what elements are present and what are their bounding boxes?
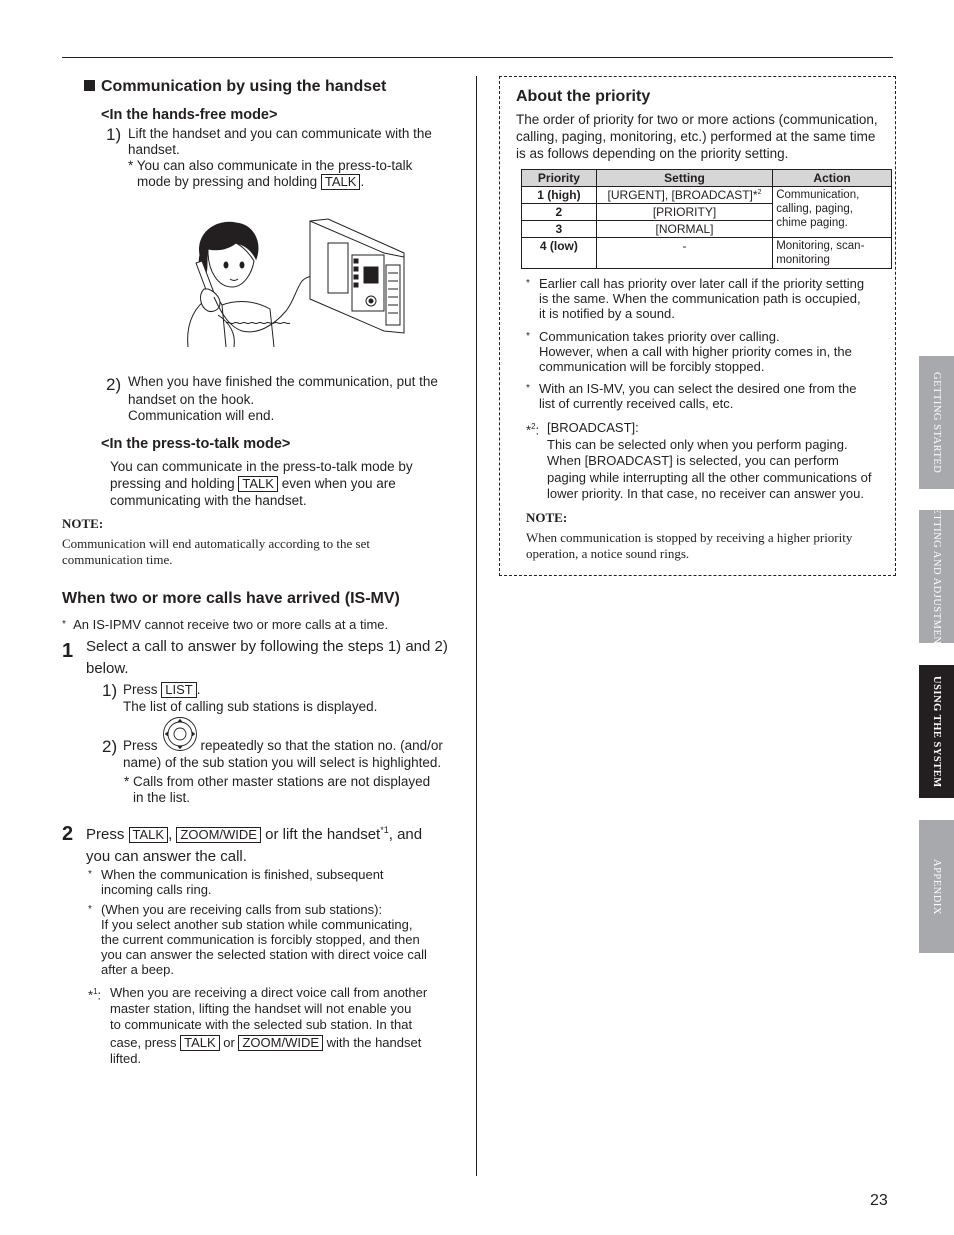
step1-text: Select a call to answer by following the steps 1) and 2) below.: [86, 638, 448, 677]
priority-table: [521, 169, 892, 269]
hf-note: * You can also communicate in the press-to-talk mode by pressing and holding TALK .: [128, 158, 413, 189]
footnote-2-mark: *$^2$:: [526, 422, 540, 438]
zoom-wide-key-label: ZOOM/WIDE: [238, 1035, 323, 1051]
setting-cell: [URGENT], [BROADCAST]*$^2$: [596, 187, 772, 204]
table-header: Setting: [596, 170, 772, 187]
section-title: Communication by using the handset: [84, 78, 386, 96]
priority-heading: About the priority: [516, 88, 651, 105]
bullet-asterisk: *: [526, 383, 530, 394]
step2-number: 2: [62, 823, 74, 845]
priority-cell: 3: [522, 221, 597, 238]
hf-step2-number: 2): [106, 375, 122, 394]
handset-user-illustration: [178, 215, 408, 350]
priority-cell: 4 (low): [522, 238, 597, 269]
step1-number: 1: [62, 640, 74, 662]
note-label: NOTE:: [62, 516, 104, 531]
footnote-1-mark: *$^1$:: [88, 987, 102, 1003]
step1a-number: 1): [102, 681, 118, 700]
bullet-2: (When you are receiving calls from sub stations): If you select another sub station while communicating, the current communication is forcibly stopped, and then you can answer the selected station with direct voice call after a beep.: [101, 902, 427, 977]
square-bullet-icon: [84, 80, 95, 91]
priority-intro: The order of priority for two or more actions (communication, calling, paging, monitoring, etc.) performed at the same time is as follows depending on the priority setting.: [516, 112, 878, 161]
zoom-wide-key-label: ZOOM/WIDE: [176, 827, 261, 843]
bullet-asterisk: *: [526, 278, 530, 289]
table-row: [522, 238, 892, 269]
bullet-asterisk: *: [88, 869, 92, 880]
priority-cell: 2: [522, 204, 597, 221]
priority-note-text: When communication is stopped by receiving a higher priority operation, a notice sound rings.: [526, 530, 853, 561]
talk-key-label: TALK: [321, 174, 361, 190]
bullet-asterisk: *: [88, 904, 92, 915]
priority-note-2: Communication takes priority over calling. However, when a call with higher priority comes in, the communication will be forcibly stopped.: [539, 329, 852, 374]
talk-key-label: TALK: [129, 827, 169, 843]
setting-cell: [NORMAL]: [596, 221, 772, 238]
tab-getting-started[interactable]: GETTING STARTED: [919, 356, 954, 489]
step1b-note: * Calls from other master stations are not displayed in the list.: [124, 774, 431, 805]
step1b-text: Press repeatedly so that the station no. (and/or name) of the sub station you will select is highlighted.: [123, 738, 443, 770]
priority-note-3: With an IS-MV, you can select the desired one from the list of currently received calls, etc.: [539, 381, 857, 411]
hf-step2-text: When you have finished the communication, put the handset on the hook. Communication will end.: [128, 374, 438, 423]
hf-step1-text: Lift the handset and you can communicate with the handset.: [128, 126, 432, 157]
setting-cell: [PRIORITY]: [596, 204, 772, 221]
table-header: Priority: [522, 170, 597, 187]
note-text: Communication will end automatically according to the set communication time.: [62, 536, 370, 567]
calls-heading: When two or more calls have arrived (IS-MV): [62, 590, 400, 607]
action-cell: Communication, calling, paging, chime paging.: [773, 187, 892, 238]
list-key-label: LIST: [161, 682, 196, 698]
footnote-1-text: When you are receiving a direct voice call from another master station, lifting the handset will not enable you to communicate with the selected sub station. In that case, press TALK or ZOOM/WIDE with the handset lifted.: [110, 985, 428, 1066]
priority-note-1: Earlier call has priority over later call if the priority setting is the same. When the communication path is occupied, it is notified by a sound.: [539, 276, 865, 321]
step1b-number: 2): [102, 737, 118, 756]
tab-setting-and-adjustment[interactable]: SETTING AND ADJUSTMENT: [919, 510, 954, 643]
top-rule: [62, 57, 893, 58]
handsfree-heading: <In the hands-free mode>: [101, 107, 278, 123]
page-number: 23: [870, 1192, 888, 1209]
step2-text: Press TALK , ZOOM/WIDE or lift the handset$^{*1}$, and you can answer the call.: [86, 825, 423, 865]
tab-appendix[interactable]: APPENDIX: [919, 820, 954, 953]
table-header-row: [522, 170, 892, 187]
table-row: [522, 187, 892, 204]
table-header: Action: [773, 170, 892, 187]
note-label: NOTE:: [526, 510, 568, 525]
hf-step1-number: 1): [106, 125, 122, 144]
tab-using-the-system[interactable]: USING THE SYSTEM: [919, 665, 954, 798]
action-cell: Monitoring, scan- monitoring: [773, 238, 892, 269]
talk-key-label: TALK: [180, 1035, 220, 1051]
column-divider: [476, 76, 477, 1176]
ptt-text: You can communicate in the press-to-talk mode by pressing and holding TALK even when you are communicating with the handset.: [110, 459, 413, 508]
bullet-asterisk: *: [526, 331, 530, 342]
bullet-1: When the communication is finished, subsequent incoming calls ring.: [101, 867, 384, 897]
footnote-2-text: [BROADCAST]: This can be selected only when you perform paging. When [BROADCAST] is selected, you can perform paging while interrupting all the other communications of lower priority. In that case, no receiver can answer you.: [547, 420, 872, 501]
ptt-heading: <In the press-to-talk mode>: [101, 436, 291, 452]
priority-cell: 1 (high): [522, 187, 597, 204]
talk-key-label: TALK: [238, 476, 278, 492]
calls-note: * An IS-IPMV cannot receive two or more calls at a time.: [62, 617, 389, 632]
setting-cell: -: [596, 238, 772, 269]
step1a-text: Press LIST . The list of calling sub stations is displayed.: [123, 682, 378, 714]
